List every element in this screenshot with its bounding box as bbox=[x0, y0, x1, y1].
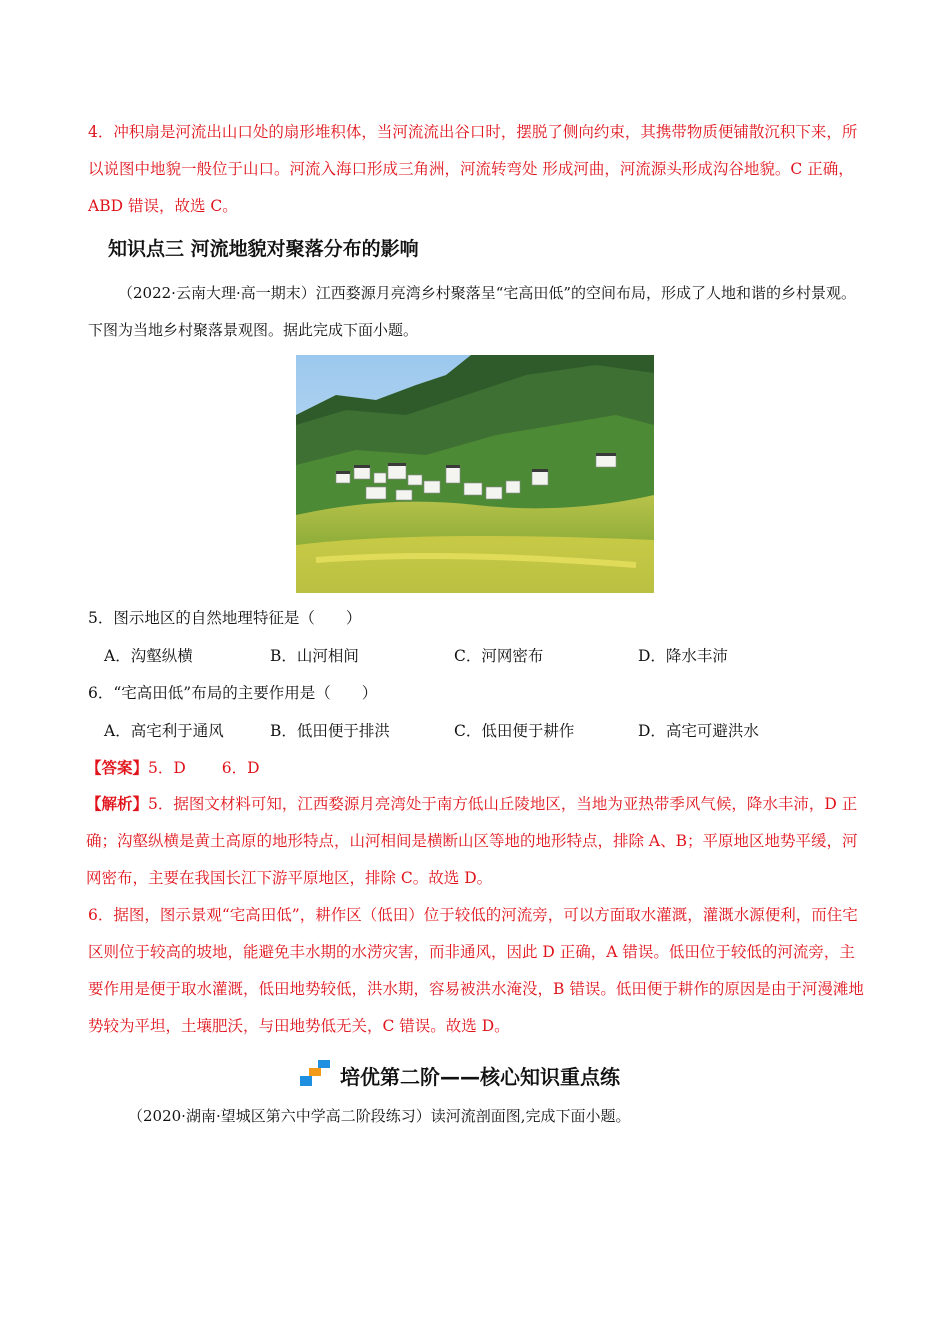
question-6-option-a: A．高宅利于通风 bbox=[104, 722, 224, 740]
village-landscape-photo bbox=[296, 355, 654, 593]
section-2-header bbox=[298, 1055, 620, 1095]
section-2-title: 培优第二阶——核心知识重点练 bbox=[340, 1064, 620, 1089]
answer-label: 【答案】 bbox=[86, 758, 149, 777]
analysis-5-text: 5．据图文材料可知，江西婺源月亮湾处于南方低山丘陵地区，当地为亚热带季风气候，降水丰沛，D 正确；沟壑纵横是黄土高原的地形特点，山河相间是横断山区等地的地形特点，排除 A、B；平原地区地势平缓，河网密布，主要在我国长江下游平原地区，排除 C。故选 D。 bbox=[86, 795, 858, 887]
question-5-stem: 5．图示地区的自然地理特征是（ ） bbox=[88, 609, 362, 627]
intro-paragraph: （2022·云南大理·高一期末）江西婺源月亮湾乡村聚落呈“宅高田低”的空间布局，形成了人地和谐的乡村景观。下图为当地乡村聚落景观图。据此完成下面小题。 bbox=[88, 284, 857, 339]
question-5-option-b: B．山河相间 bbox=[270, 647, 359, 665]
answer-text: 5．D 6．D bbox=[148, 759, 260, 777]
answer-line bbox=[86, 756, 260, 778]
question-5-option-a: A．沟壑纵横 bbox=[104, 647, 193, 665]
question-5-option-c: C．河网密布 bbox=[454, 647, 544, 665]
question-6-option-b: B．低田便于排洪 bbox=[270, 722, 390, 740]
question-6-option-d: D．高宅可避洪水 bbox=[638, 722, 759, 740]
q4-explanation: 4．冲积扇是河流出山口处的扇形堆积体，当河流流出谷口时，摆脱了侧向约束，其携带物质便铺散沉积下来，所以说图中地貌一般位于山口。河流入海口形成三角洲，河流转弯处 形成河曲，河流源头形成沟谷地貌。C 正确，ABD 错误，故选 C。 bbox=[88, 123, 858, 215]
analysis-6: 6．据图，图示景观“宅高田低”，耕作区（低田）位于较低的河流旁，可以方面取水灌溉，灌溉水源便利，而住宅区则位于较高的坡地，能避免丰水期的水涝灾害，而非通风，因此 D 正确，A 错误。低田位于较低的河流旁，主要作用是便于取水灌溉，低田地势较低，洪水期，容易被洪水淹没，B 错误。低田便于耕作的原因是由于河漫滩地势较为平坦，土壤肥沃，与田地势低无关，C 错误。故选 D。 bbox=[88, 906, 864, 1035]
analysis-label: 【解析】 bbox=[86, 794, 149, 813]
stairs-icon bbox=[298, 1058, 332, 1092]
question-6-stem: 6．“宅高田低”布局的主要作用是（ ） bbox=[88, 684, 378, 702]
question-5-option-d: D．降水丰沛 bbox=[638, 647, 728, 665]
section-heading: 知识点三 河流地貌对聚落分布的影响 bbox=[108, 238, 419, 260]
analysis-5 bbox=[86, 785, 868, 897]
question-6-option-c: C．低田便于耕作 bbox=[454, 722, 575, 740]
intro-2: （2020·湖南·望城区第六中学高二阶段练习）读河流剖面图,完成下面小题。 bbox=[128, 1107, 631, 1125]
